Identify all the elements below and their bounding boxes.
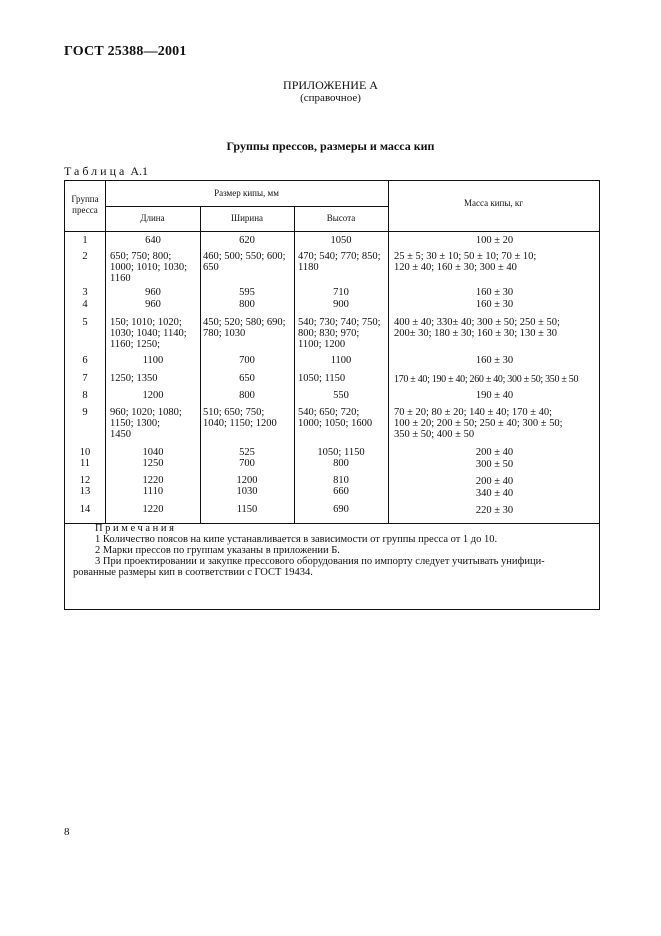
cell-group: 5 (82, 317, 88, 328)
cell-width: 450; 520; 580; 690; 780; 1030 (203, 317, 286, 339)
cell-length: 150; 1010; 1020; 1030; 1040; 1140; 1160; 1250; (110, 317, 187, 350)
cell-mass: 100 ± 20 (475, 235, 514, 246)
cell-group: 3 (82, 287, 88, 298)
table-caption-number: А.1 (130, 164, 148, 178)
appendix-heading: ПРИЛОЖЕНИЕ А (283, 78, 378, 92)
cell-group: 1 (82, 235, 88, 246)
cell-mass: 340 ± 40 (475, 488, 514, 499)
cell-mass: 160 ± 30 (475, 355, 514, 366)
header-bottom-rule (65, 231, 599, 232)
cell-height: 800 (333, 458, 349, 469)
cell-width: 800 (239, 299, 255, 310)
cell-group: 4 (82, 299, 88, 310)
cell-length: 1220 (142, 504, 164, 515)
header-width: Ширина (230, 213, 264, 223)
cell-mass: 170 ± 40; 190 ± 40; 260 ± 40; 300 ± 50; 350 ± 50 (394, 374, 579, 385)
cell-width: 650 (239, 373, 255, 384)
header-length: Длина (140, 213, 165, 223)
cell-mass: 190 ± 40 (475, 390, 514, 401)
cell-mass: 400 ± 40; 330± 40; 300 ± 50; 250 ± 50; 200± 30; 180 ± 30; 160 ± 30; 130 ± 30 (394, 317, 560, 339)
cell-width: 1150 (236, 504, 258, 515)
cell-length: 650; 750; 800; 1000; 1010; 1030; 1160 (110, 251, 188, 284)
column-divider (388, 181, 389, 523)
cell-length: 640 (145, 235, 161, 246)
cell-length: 1250 (142, 458, 164, 469)
cell-height: 1050; 1150 (317, 447, 365, 458)
cell-group: 8 (82, 390, 88, 401)
cell-width: 800 (239, 390, 255, 401)
cell-height: 1050 (330, 235, 352, 246)
cell-mass: 200 ± 40 (475, 447, 514, 458)
document-code: ГОСТ 25388—2001 (64, 44, 187, 59)
table-caption-prefix: Таблица (64, 164, 128, 178)
cell-mass: 200 ± 40 (475, 476, 514, 487)
cell-width: 700 (239, 355, 255, 366)
cell-mass: 25 ± 5; 30 ± 10; 50 ± 10; 70 ± 10; 120 ± 40; 160 ± 30; 300 ± 40 (394, 251, 537, 273)
cell-height: 1100 (330, 355, 352, 366)
cell-height: 1050; 1150 (298, 373, 346, 384)
cell-height: 540; 650; 720; 1000; 1050; 1600 (298, 407, 373, 429)
cell-height: 710 (333, 287, 349, 298)
cell-width: 1200 (236, 475, 258, 486)
cell-length: 1040 (142, 447, 164, 458)
cell-width: 1030 (236, 486, 258, 497)
cell-height: 540; 730; 740; 750; 800; 830; 970; 1100; 1200 (298, 317, 381, 350)
cell-mass: 160 ± 30 (475, 299, 514, 310)
notes-title: Примечания (95, 523, 177, 534)
cell-height: 900 (333, 299, 349, 310)
cell-mass: 220 ± 30 (475, 505, 514, 516)
cell-height: 550 (333, 390, 349, 401)
cell-length: 1200 (142, 390, 164, 401)
section-title: Группы прессов, размеры и масса кип (226, 139, 435, 153)
header-size: Размер кипы, мм (214, 188, 279, 198)
cell-width: 595 (239, 287, 255, 298)
column-divider (105, 181, 106, 523)
note-2: 2 Марки прессов по группам указаны в приложении Б. (95, 545, 340, 556)
cell-group: 10 (79, 447, 91, 458)
cell-height: 660 (333, 486, 349, 497)
header-group: Группа пресса (71, 194, 99, 215)
cell-mass: 300 ± 50 (475, 459, 514, 470)
cell-mass: 70 ± 20; 80 ± 20; 140 ± 40; 170 ± 40; 100 ± 20; 200 ± 50; 250 ± 40; 300 ± 50; 350 ± 50; 400 ± 50 (394, 407, 563, 440)
cell-width: 700 (239, 458, 255, 469)
cell-width: 510; 650; 750; 1040; 1150; 1200 (203, 407, 277, 429)
cell-group: 14 (79, 504, 91, 515)
header-divider (105, 206, 388, 207)
cell-height: 810 (333, 475, 349, 486)
note-3-continued: рованные размеры кип в соответствии с ГОСТ 19434. (73, 567, 313, 578)
cell-height: 470; 540; 770; 850; 1180 (298, 251, 381, 273)
cell-group: 12 (79, 475, 91, 486)
cell-group: 9 (82, 407, 88, 418)
cell-width: 525 (239, 447, 255, 458)
cell-length: 1110 (142, 486, 164, 497)
data-table (64, 180, 600, 610)
appendix-subheading: (справочное) (300, 92, 361, 104)
table-caption (64, 164, 148, 179)
cell-group: 6 (82, 355, 88, 366)
cell-group: 7 (82, 373, 88, 384)
cell-length: 960 (145, 287, 161, 298)
cell-length: 1250; 1350 (110, 373, 158, 384)
cell-width: 620 (239, 235, 255, 246)
header-height: Высота (326, 213, 356, 223)
cell-height: 690 (333, 504, 349, 515)
note-3: 3 При проектировании и закупке прессового оборудования по импорту следует учитывать унифици- (95, 556, 545, 567)
cell-length: 1220 (142, 475, 164, 486)
cell-width: 460; 500; 550; 600; 650 (203, 251, 286, 273)
note-1: 1 Количество поясов на кипе устанавливается в зависимости от группы пресса от 1 до 10. (95, 534, 498, 545)
page-number: 8 (64, 826, 70, 838)
cell-length: 960 (145, 299, 161, 310)
cell-mass: 160 ± 30 (475, 287, 514, 298)
cell-group: 11 (79, 458, 91, 469)
cell-group: 13 (79, 486, 91, 497)
cell-length: 960; 1020; 1080; 1150; 1300; 1450 (110, 407, 182, 440)
cell-length: 1100 (142, 355, 164, 366)
cell-group: 2 (82, 251, 88, 262)
header-mass: Масса кипы, кг (464, 198, 523, 208)
